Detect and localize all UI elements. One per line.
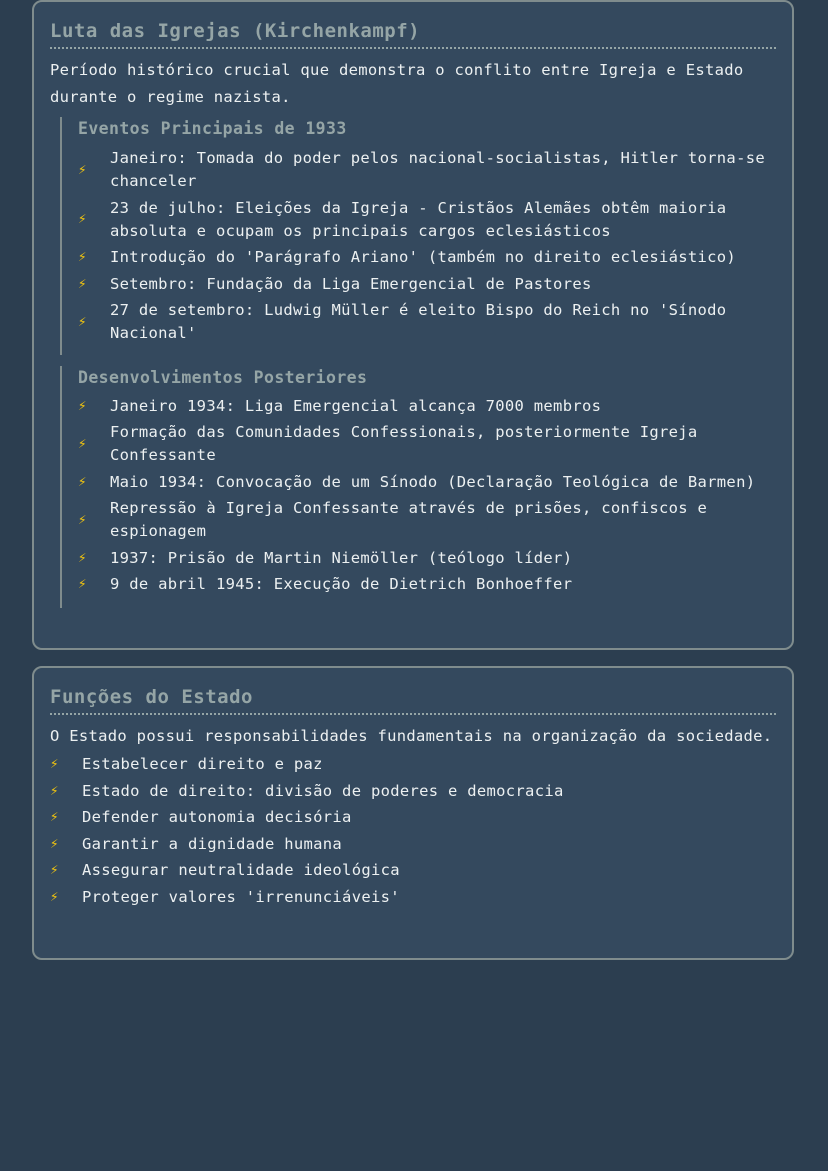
lightning-bolt-icon: ⚡ (50, 862, 59, 878)
list-item-text: Maio 1934: Convocação de um Sínodo (Declaração Teológica de Barmen) (110, 472, 756, 491)
list-item (50, 859, 776, 882)
list-item-text: Janeiro: Tomada do poder pelos nacional-socialistas, Hitler torna-se chanceler (110, 149, 765, 190)
lightning-bolt-icon: ⚡ (78, 397, 87, 414)
list-item-text: 23 de julho: Eleições da Igreja - Cristãos Alemães obtêm maioria absoluta e ocupam os principais cargos eclesiásticos (110, 198, 727, 240)
section-title: Eventos Principais de 1933 (78, 119, 347, 138)
list-item-text: 9 de abril 1945: Execução de Dietrich Bonhoeffer (110, 575, 573, 593)
event-list (78, 147, 776, 345)
list-item (78, 246, 776, 269)
lightning-bolt-icon: ⚡ (78, 161, 87, 178)
lightning-bolt-icon: ⚡ (78, 211, 87, 227)
list-item-text: Proteger valores 'irrenunciáveis' (82, 887, 400, 906)
list-item (50, 780, 776, 803)
lightning-bolt-icon: ⚡ (78, 549, 87, 566)
card-intro: Período histórico crucial que demonstra o conflito entre Igreja e Estado durante o regime nazista. (50, 61, 744, 106)
list-item (50, 833, 776, 856)
function-list (50, 753, 776, 909)
list-item (78, 547, 776, 570)
kirchenkampf-card (32, 0, 794, 650)
list-item (78, 273, 776, 296)
list-item-text: 1937: Prisão de Martin Niemöller (teólogo líder) (110, 548, 573, 567)
list-item (78, 395, 776, 418)
lightning-bolt-icon: ⚡ (50, 809, 59, 825)
list-item-text: Formação das Comunidades Confessionais, posteriormente Igreja Confessante (110, 423, 698, 464)
list-item-text: Garantir a dignidade humana (82, 834, 343, 853)
list-item-text: 27 de setembro: Ludwig Müller é eleito Bispo do Reich no 'Sínodo Nacional' (110, 301, 727, 342)
lightning-bolt-icon: ⚡ (78, 511, 87, 528)
section-later-developments (60, 366, 776, 608)
card-title: Luta das Igrejas (Kirchenkampf) (50, 2, 776, 49)
lightning-bolt-icon: ⚡ (78, 435, 87, 452)
card-intro: O Estado possui responsabilidades fundamentais na organização da sociedade. (50, 727, 773, 745)
section-title: Desenvolvimentos Posteriores (78, 367, 368, 387)
list-item (78, 573, 776, 596)
development-list (78, 395, 776, 597)
state-functions-card (32, 666, 794, 960)
list-item (78, 421, 776, 467)
lightning-bolt-icon: ⚡ (50, 888, 59, 905)
list-item (50, 753, 776, 776)
list-item (50, 886, 776, 909)
lightning-bolt-icon: ⚡ (78, 576, 87, 592)
list-item (78, 147, 776, 193)
list-item-text: Setembro: Fundação da Liga Emergencial de Pastores (110, 274, 592, 293)
list-item (78, 497, 776, 543)
lightning-bolt-icon: ⚡ (50, 782, 59, 799)
section-main-events (60, 117, 776, 355)
lightning-bolt-icon: ⚡ (50, 756, 59, 772)
lightning-bolt-icon: ⚡ (78, 473, 87, 490)
list-item-text: Janeiro 1934: Liga Emergencial alcança 7000 membros (110, 396, 602, 415)
list-item (78, 197, 776, 243)
list-item-text: Repressão à Igreja Confessante através de prisões, confiscos e espionagem (110, 499, 708, 540)
list-item (78, 299, 776, 345)
list-item-text: Assegurar neutralidade ideológica (82, 861, 400, 879)
list-item (78, 471, 776, 494)
list-item-text: Defender autonomia decisória (82, 808, 352, 826)
lightning-bolt-icon: ⚡ (50, 835, 59, 852)
card-title: Funções do Estado (50, 668, 776, 715)
lightning-bolt-icon: ⚡ (78, 313, 87, 330)
list-item-text: Introdução do 'Parágrafo Ariano' (também no direito eclesiástico) (110, 248, 737, 266)
list-item-text: Estado de direito: divisão de poderes e democracia (82, 781, 564, 800)
lightning-bolt-icon: ⚡ (78, 249, 87, 265)
list-item (50, 806, 776, 829)
lightning-bolt-icon: ⚡ (78, 275, 87, 292)
list-item-text: Estabelecer direito e paz (82, 755, 323, 773)
